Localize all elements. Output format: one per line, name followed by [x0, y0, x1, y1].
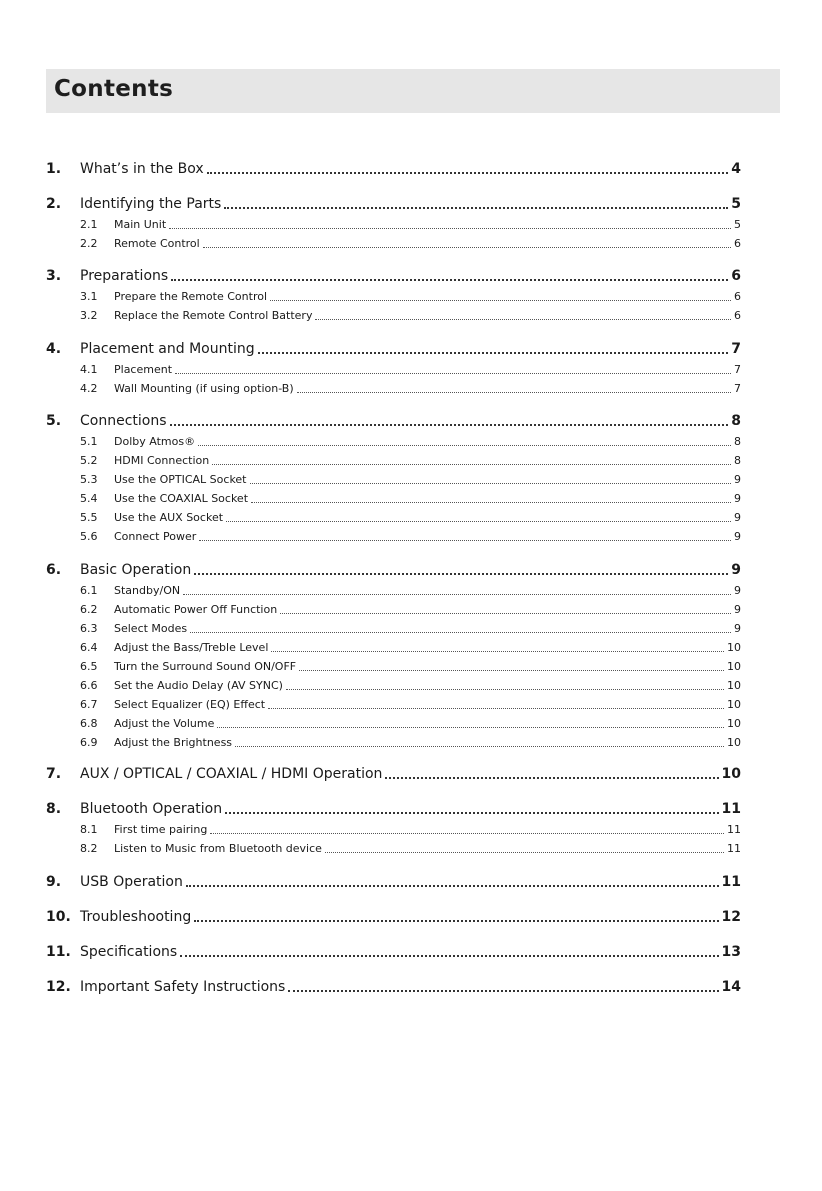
dot-leader: [180, 955, 718, 957]
section-number: 7.: [46, 766, 62, 782]
toc-subsection-entry[interactable]: [80, 454, 741, 467]
toc-subsection-entry[interactable]: [80, 382, 741, 395]
dot-leader: [251, 502, 731, 503]
page-number: 10: [727, 698, 741, 711]
page-number: 8: [731, 413, 741, 429]
dot-leader: [297, 392, 731, 393]
dot-leader: [186, 885, 719, 887]
dot-leader: [224, 207, 728, 209]
dot-leader: [207, 172, 729, 174]
page-number: 9: [734, 622, 741, 635]
toc-section-entry[interactable]: [46, 766, 741, 782]
subsection-title: First time pairing: [114, 823, 208, 836]
page-number: 8: [734, 435, 741, 448]
section-title: Connections: [80, 413, 167, 429]
dot-leader: [183, 594, 731, 595]
subsection-number: 5.2: [80, 454, 98, 467]
page-number: 9: [734, 492, 741, 505]
subsection-number: 5.1: [80, 435, 98, 448]
subsection-title: Main Unit: [114, 218, 167, 231]
toc-subsection-entry[interactable]: [80, 511, 741, 524]
dot-leader: [280, 613, 731, 614]
section-title: AUX / OPTICAL / COAXIAL / HDMI Operation: [80, 766, 383, 782]
subsection-title: Select Equalizer (EQ) Effect: [114, 698, 266, 711]
section-title: Important Safety Instructions: [80, 979, 286, 995]
subsection-title: Set the Audio Delay (AV SYNC): [114, 679, 283, 692]
dot-leader: [170, 424, 729, 426]
toc-subsection-entry[interactable]: [80, 492, 741, 505]
page-number: 10: [727, 660, 741, 673]
page-number: 10: [727, 679, 741, 692]
page-number: 10: [727, 717, 741, 730]
toc-subsection-entry[interactable]: [80, 363, 741, 376]
subsection-title: Adjust the Volume: [114, 717, 215, 730]
section-number: 8.: [46, 801, 62, 817]
page-number: 7: [734, 382, 741, 395]
dot-leader: [225, 812, 718, 814]
section-title: Bluetooth Operation: [80, 801, 223, 817]
section-title: Preparations: [80, 268, 169, 284]
subsection-title: Select Modes: [114, 622, 188, 635]
page-number: 10: [727, 641, 741, 654]
section-title: Troubleshooting: [80, 909, 192, 925]
subsection-number: 5.4: [80, 492, 98, 505]
page-number: 11: [721, 874, 741, 890]
dot-leader: [286, 689, 724, 690]
subsection-title: Wall Mounting (if using option-B): [114, 382, 294, 395]
page-number: 10: [727, 736, 741, 749]
subsection-title: HDMI Connection: [114, 454, 210, 467]
section-number: 1.: [46, 161, 62, 177]
toc-subsection-entry[interactable]: [80, 736, 741, 749]
page-number: 12: [721, 909, 741, 925]
section-number: 10.: [46, 909, 71, 925]
dot-leader: [190, 632, 731, 633]
toc-subsection-entry[interactable]: [80, 842, 741, 855]
dot-leader: [171, 279, 728, 281]
subsection-number: 6.7: [80, 698, 98, 711]
toc-subsection-entry[interactable]: [80, 641, 741, 654]
subsection-number: 6.4: [80, 641, 98, 654]
section-number: 6.: [46, 562, 62, 578]
dot-leader: [288, 990, 718, 992]
section-title: Identifying the Parts: [80, 196, 222, 212]
subsection-number: 6.2: [80, 603, 98, 616]
dot-leader: [226, 521, 731, 522]
subsection-number: 4.2: [80, 382, 98, 395]
subsection-number: 6.1: [80, 584, 98, 597]
subsection-number: 6.5: [80, 660, 98, 673]
toc-section-entry[interactable]: [46, 268, 741, 284]
page-number: 9: [734, 603, 741, 616]
subsection-number: 8.2: [80, 842, 98, 855]
dot-leader: [270, 300, 731, 301]
toc-section-entry[interactable]: [46, 196, 741, 212]
page-number: 7: [734, 363, 741, 376]
dot-leader: [299, 670, 724, 671]
toc-section-entry[interactable]: [46, 161, 741, 177]
dot-leader: [217, 727, 724, 728]
toc-subsection-entry[interactable]: [80, 698, 741, 711]
section-number: 4.: [46, 341, 62, 357]
section-title: Placement and Mounting: [80, 341, 255, 357]
dot-leader: [212, 464, 731, 465]
dot-leader: [250, 483, 732, 484]
section-number: 3.: [46, 268, 62, 284]
page-number: 9: [734, 584, 741, 597]
dot-leader: [169, 228, 731, 229]
page-number: 8: [734, 454, 741, 467]
dot-leader: [268, 708, 724, 709]
page-number: 6: [734, 237, 741, 250]
toc-subsection-entry[interactable]: [80, 717, 741, 730]
section-number: 5.: [46, 413, 62, 429]
dot-leader: [271, 651, 724, 652]
toc-subsection-entry[interactable]: [80, 435, 741, 448]
toc-section-entry[interactable]: [46, 909, 741, 925]
toc-subsection-entry[interactable]: [80, 823, 741, 836]
toc-section-entry[interactable]: [46, 413, 741, 429]
page-number: 10: [721, 766, 741, 782]
toc-section-entry[interactable]: [46, 562, 741, 578]
subsection-number: 2.2: [80, 237, 98, 250]
page-number: 9: [734, 511, 741, 524]
subsection-number: 5.5: [80, 511, 98, 524]
subsection-number: 5.3: [80, 473, 98, 486]
subsection-title: Replace the Remote Control Battery: [114, 309, 313, 322]
dot-leader: [210, 833, 724, 834]
page-number: 5: [731, 196, 741, 212]
dot-leader: [198, 445, 731, 446]
page-number: 9: [734, 530, 741, 543]
toc-subsection-entry[interactable]: [80, 603, 741, 616]
subsection-title: Automatic Power Off Function: [114, 603, 278, 616]
dot-leader: [194, 920, 718, 922]
page-number: 6: [734, 290, 741, 303]
subsection-title: Connect Power: [114, 530, 197, 543]
section-number: 2.: [46, 196, 62, 212]
page-number: 13: [721, 944, 741, 960]
dot-leader: [315, 319, 731, 320]
subsection-title: Use the OPTICAL Socket: [114, 473, 247, 486]
page-number: 9: [734, 473, 741, 486]
subsection-title: Use the AUX Socket: [114, 511, 224, 524]
toc-subsection-entry[interactable]: [80, 622, 741, 635]
subsection-number: 3.2: [80, 309, 98, 322]
subsection-number: 6.9: [80, 736, 98, 749]
subsection-title: Dolby Atmos®: [114, 435, 196, 448]
subsection-title: Turn the Surround Sound ON/OFF: [114, 660, 297, 673]
dot-leader: [194, 573, 728, 575]
subsection-number: 6.3: [80, 622, 98, 635]
subsection-number: 8.1: [80, 823, 98, 836]
subsection-number: 6.6: [80, 679, 98, 692]
subsection-title: Adjust the Bass/Treble Level: [114, 641, 269, 654]
page-number: 5: [734, 218, 741, 231]
page-number: 6: [731, 268, 741, 284]
subsection-title: Listen to Music from Bluetooth device: [114, 842, 322, 855]
subsection-title: Prepare the Remote Control: [114, 290, 268, 303]
subsection-title: Placement: [114, 363, 173, 376]
section-title: USB Operation: [80, 874, 183, 890]
toc-subsection-entry[interactable]: [80, 237, 741, 250]
dot-leader: [235, 746, 724, 747]
page-number: 9: [731, 562, 741, 578]
subsection-number: 6.8: [80, 717, 98, 730]
toc-subsection-entry[interactable]: [80, 584, 741, 597]
dot-leader: [175, 373, 731, 374]
section-number: 12.: [46, 979, 71, 995]
page-number: 14: [721, 979, 741, 995]
section-number: 9.: [46, 874, 62, 890]
subsection-number: 2.1: [80, 218, 98, 231]
toc-section-entry[interactable]: [46, 944, 741, 960]
toc-section-entry[interactable]: [46, 341, 741, 357]
section-title: Basic Operation: [80, 562, 192, 578]
toc-section-entry[interactable]: [46, 874, 741, 890]
subsection-title: Use the COAXIAL Socket: [114, 492, 249, 505]
section-number: 11.: [46, 944, 71, 960]
page-number: 4: [731, 161, 741, 177]
subsection-title: Remote Control: [114, 237, 200, 250]
toc-section-entry[interactable]: [46, 979, 741, 995]
page-number: 11: [721, 801, 741, 817]
toc-subsection-entry[interactable]: [80, 660, 741, 673]
page-number: 7: [731, 341, 741, 357]
dot-leader: [385, 777, 718, 779]
dot-leader: [325, 852, 724, 853]
dot-leader: [199, 540, 731, 541]
toc-subsection-entry[interactable]: [80, 309, 741, 322]
subsection-number: 5.6: [80, 530, 98, 543]
subsection-number: 4.1: [80, 363, 98, 376]
toc-section-entry[interactable]: [46, 801, 741, 817]
toc-subsection-entry[interactable]: [80, 473, 741, 486]
subsection-title: Standby/ON: [114, 584, 181, 597]
toc-subsection-entry[interactable]: [80, 218, 741, 231]
page-title: Contents: [54, 76, 174, 102]
subsection-number: 3.1: [80, 290, 98, 303]
dot-leader: [258, 352, 729, 354]
subsection-title: Adjust the Brightness: [114, 736, 233, 749]
section-title: Specifications: [80, 944, 178, 960]
page-number: 11: [727, 823, 741, 836]
toc-subsection-entry[interactable]: [80, 679, 741, 692]
page-number: 11: [727, 842, 741, 855]
dot-leader: [203, 247, 731, 248]
toc-subsection-entry[interactable]: [80, 530, 741, 543]
toc-subsection-entry[interactable]: [80, 290, 741, 303]
section-title: What’s in the Box: [80, 161, 204, 177]
page-number: 6: [734, 309, 741, 322]
